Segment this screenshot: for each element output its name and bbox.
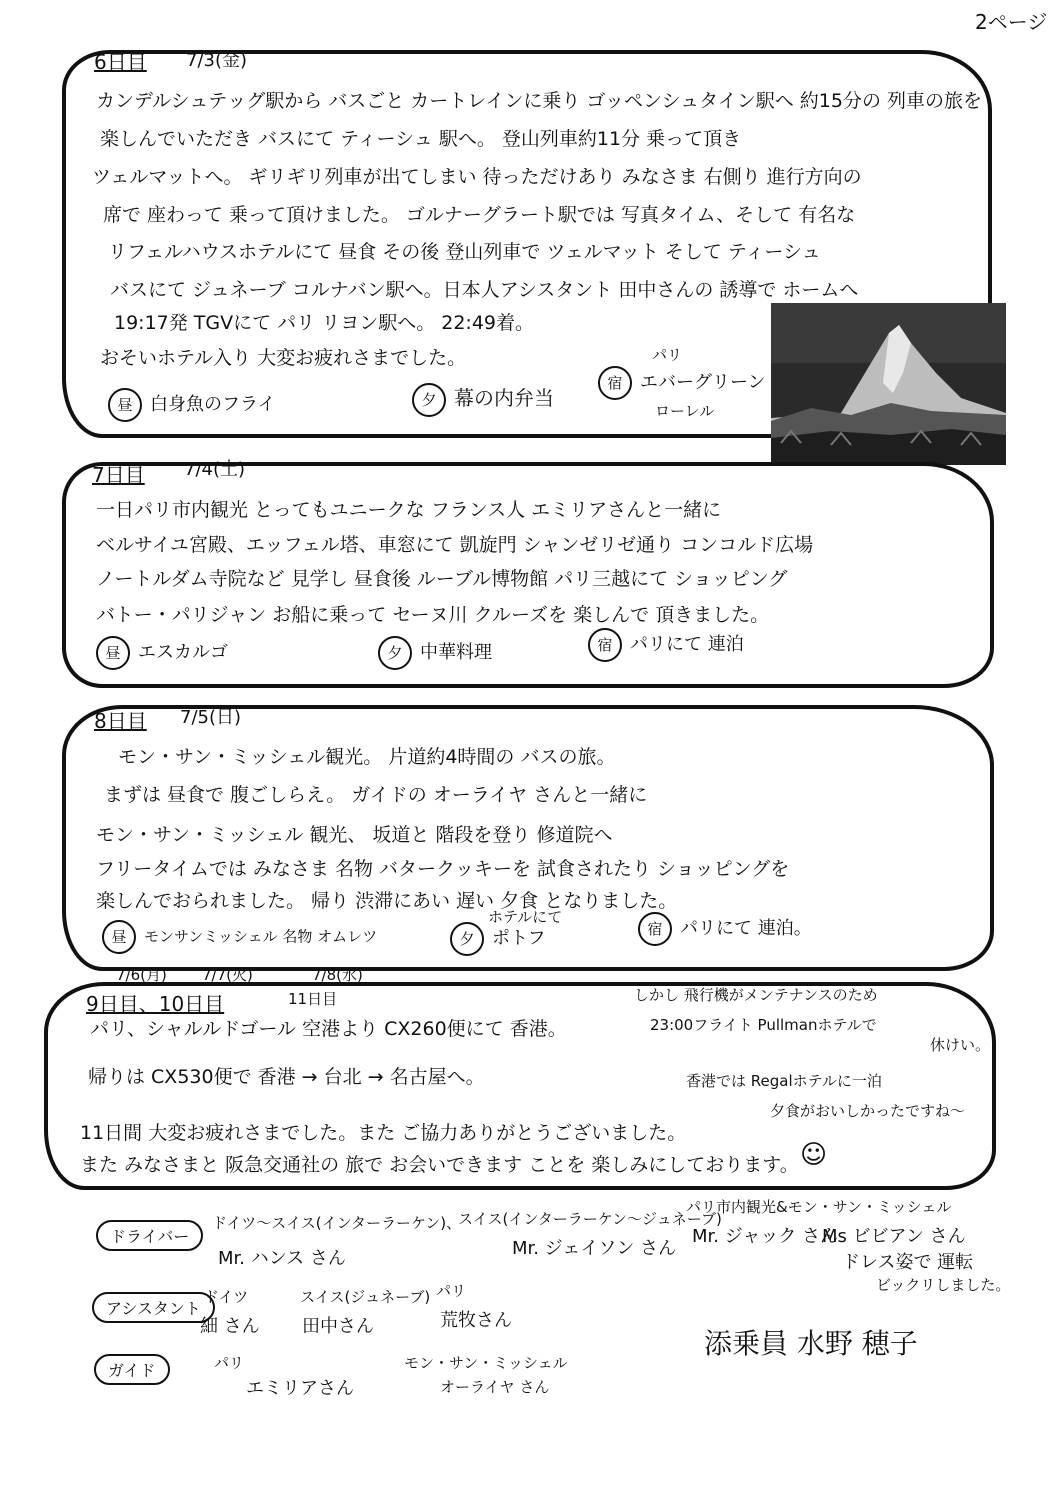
date-7-6: 7/6(月) <box>116 966 167 984</box>
day6-line: バスにて ジュネーブ コルナバン駅へ。日本人アシスタント 田中さんの 誘導で ホームへ <box>110 279 859 301</box>
guide2-name: オーライヤ さん <box>440 1378 550 1396</box>
day6-line: ツェルマットへ。 ギリギリ列車が出てしまい 待っただけあり みなさま 右側り 進行方向の <box>92 166 862 188</box>
day6-title: 6日目 <box>94 50 147 74</box>
day8-line: モン・サン・ミッシェル 観光、 坂道と 階段を登り 修道院へ <box>96 824 613 846</box>
day11-label: 11日目 <box>288 990 338 1008</box>
day6-line: 席で 座わって 乗って頂けました。 ゴルナーグラート駅では 写真タイム、そして 有名な <box>103 204 856 226</box>
day6-hotel-city: パリ <box>652 346 683 364</box>
lunch-mark-icon: 昼 <box>102 920 136 954</box>
day9-line3: 11日間 大変お疲れさまでした。また ご協力ありがとうございました。 <box>80 1122 687 1144</box>
day9-note4: 香港では Regalホテルに一泊 <box>686 1072 882 1090</box>
day7-title: 7日目 <box>92 463 145 487</box>
guide-label: ガイド <box>94 1354 170 1385</box>
day8-lunch-text: モンサンミッシェル 名物 オムレツ <box>144 927 378 946</box>
day8-line: モン・サン・ミッシェル観光。 片道約4時間の バスの旅。 <box>118 746 616 768</box>
day7-hotel-text: パリにて 連泊 <box>630 634 744 655</box>
day9-note2: 23:00フライト Pullmanホテルで <box>650 1016 877 1034</box>
day6-line: リフェルハウスホテルにて 昼食 その後 登山列車で ツェルマット そして ティーシュ <box>108 241 821 263</box>
date-7-7: 7/7(火) <box>202 966 253 984</box>
matterhorn-photo <box>771 303 1006 465</box>
asst2-name: 田中さん <box>302 1316 374 1337</box>
asst3-name: 荒牧さん <box>440 1310 512 1331</box>
day8-title: 8日目 <box>94 709 147 733</box>
driver2-area: スイス(インターラーケン〜ジュネーブ) <box>458 1210 722 1228</box>
day7-lunch <box>96 636 228 670</box>
day6-hotel-sub: ローレル <box>655 402 715 420</box>
day9-10-title: 9日目、10日目 <box>86 992 225 1016</box>
day7-lunch-text: エスカルゴ <box>138 642 228 663</box>
day6-dinner <box>412 382 554 417</box>
driver4-name: Ms ビビアン さん <box>822 1226 966 1247</box>
day8-line: 楽しんでおられました。 帰り 渋滞にあい 遅い 夕食 となりました。 <box>96 890 678 912</box>
hotel-mark-icon: 宿 <box>638 912 672 946</box>
day7-dinner <box>378 636 492 670</box>
smiley-icon: ☺ <box>800 1140 828 1170</box>
guide1-area: パリ <box>214 1354 245 1372</box>
day8-lunch <box>102 920 377 954</box>
day6-date: 7/3(金) <box>186 50 248 71</box>
asst3-area: パリ <box>436 1282 467 1300</box>
day6-lunch-text: 白身魚のフライ <box>150 394 276 415</box>
driver1-area: ドイツ〜スイス(インターラーケン)、 <box>212 1214 462 1232</box>
day8-line: フリータイムでは みなさま 名物 バタークッキーを 試食されたり ショッピングを <box>96 858 790 880</box>
day9-note5: 夕食がおいしかったですね〜 <box>770 1102 966 1120</box>
guide1-name: エミリアさん <box>246 1378 354 1399</box>
day9-note3: 休けい。 <box>930 1036 991 1054</box>
driver2-name: Mr. ジェイソン さん <box>512 1238 677 1259</box>
day8-dinner-text: ポトフ <box>492 928 546 949</box>
day7-line: ベルサイユ宮殿、エッフェル塔、車窓にて 凱旋門 シャンゼリゼ通り コンコルド広場 <box>96 534 814 556</box>
day8-line: まずは 昼食で 腹ごしらえ。 ガイドの オーライヤ さんと一緒に <box>104 784 648 806</box>
day8-hotel <box>638 912 812 946</box>
hotel-mark-icon: 宿 <box>588 628 622 662</box>
mountain-icon <box>771 303 1006 465</box>
day7-line: ノートルダム寺院など 見学し 昼食後 ルーブル博物館 パリ三越にて ショッピング <box>96 568 788 590</box>
day8-hotel-text: パリにて 連泊。 <box>680 918 812 939</box>
driver3-name: Mr. ジャック さん <box>692 1226 839 1247</box>
day6-line: 楽しんでいただき バスにて ティーシュ 駅へ。 登山列車約11分 乗って頂き <box>100 128 742 150</box>
day6-hotel-text: エバーグリーン <box>640 372 766 393</box>
day6-line: おそいホテル入り 大変お疲れさまでした。 <box>100 347 467 369</box>
dinner-mark-icon: 夕 <box>378 636 412 670</box>
driver-note2: ビックリしました。 <box>876 1276 1011 1294</box>
asst1-area: ドイツ <box>204 1288 249 1306</box>
day7-hotel <box>588 628 744 662</box>
guide2-area: モン・サン・ミッシェル <box>404 1354 568 1372</box>
asst2-area: スイス(ジュネーブ) <box>300 1288 431 1306</box>
day7-dinner-text: 中華料理 <box>420 642 492 663</box>
assistant-label: アシスタント <box>92 1292 215 1323</box>
day6-line: 19:17発 TGVにて パリ リヨン駅へ。 22:49着。 <box>114 312 534 334</box>
driver-label: ドライバー <box>96 1220 203 1251</box>
driver3-area: パリ市内観光&モン・サン・ミッシェル <box>686 1198 952 1216</box>
date-7-8: 7/8(水) <box>312 966 363 984</box>
driver-note1: ドレス姿で 運転 <box>842 1252 974 1273</box>
day6-hotel <box>598 366 766 400</box>
day7-line: バトー・パリジャン お船に乗って セーヌ川 クルーズを 楽しんで 頂きました。 <box>96 604 770 626</box>
dinner-mark-icon: 夕 <box>412 383 446 417</box>
day7-line: 一日パリ市内観光 とってもユニークな フランス人 エミリアさんと一緒に <box>96 499 722 521</box>
day8-dinner <box>450 922 545 956</box>
day9-line4: また みなさまと 阪急交通社の 旅で お会いできます ことを 楽しみにしております。 <box>80 1154 799 1176</box>
day9-note1: しかし 飛行機がメンテナンスのため <box>634 986 878 1004</box>
hotel-mark-icon: 宿 <box>598 366 632 400</box>
day7-date: 7/4(土) <box>184 459 246 480</box>
page-number: 2ページ <box>975 10 1048 34</box>
day6-lunch <box>108 388 275 422</box>
signature: 添乗員 水野 穂子 <box>704 1327 918 1360</box>
lunch-mark-icon: 昼 <box>108 388 142 422</box>
day8-dinner-pre: ホテルにて <box>488 908 563 926</box>
asst1-name: 細 さん <box>200 1316 260 1337</box>
day6-dinner-text: 幕の内弁当 <box>454 386 554 410</box>
day9-line1: パリ、シャルルドゴール 空港より CX260便にて 香港。 <box>90 1018 567 1040</box>
day8-date: 7/5(日) <box>180 707 242 728</box>
day9-line2: 帰りは CX530便で 香港 → 台北 → 名古屋へ。 <box>88 1066 485 1088</box>
lunch-mark-icon: 昼 <box>96 636 130 670</box>
day6-line: カンデルシュテッグ駅から バスごと カートレインに乗り ゴッペンシュタイン駅へ 約15分の 列車の旅を <box>96 90 983 112</box>
dinner-mark-icon: 夕 <box>450 922 484 956</box>
driver1-name: Mr. ハンス さん <box>218 1248 346 1269</box>
